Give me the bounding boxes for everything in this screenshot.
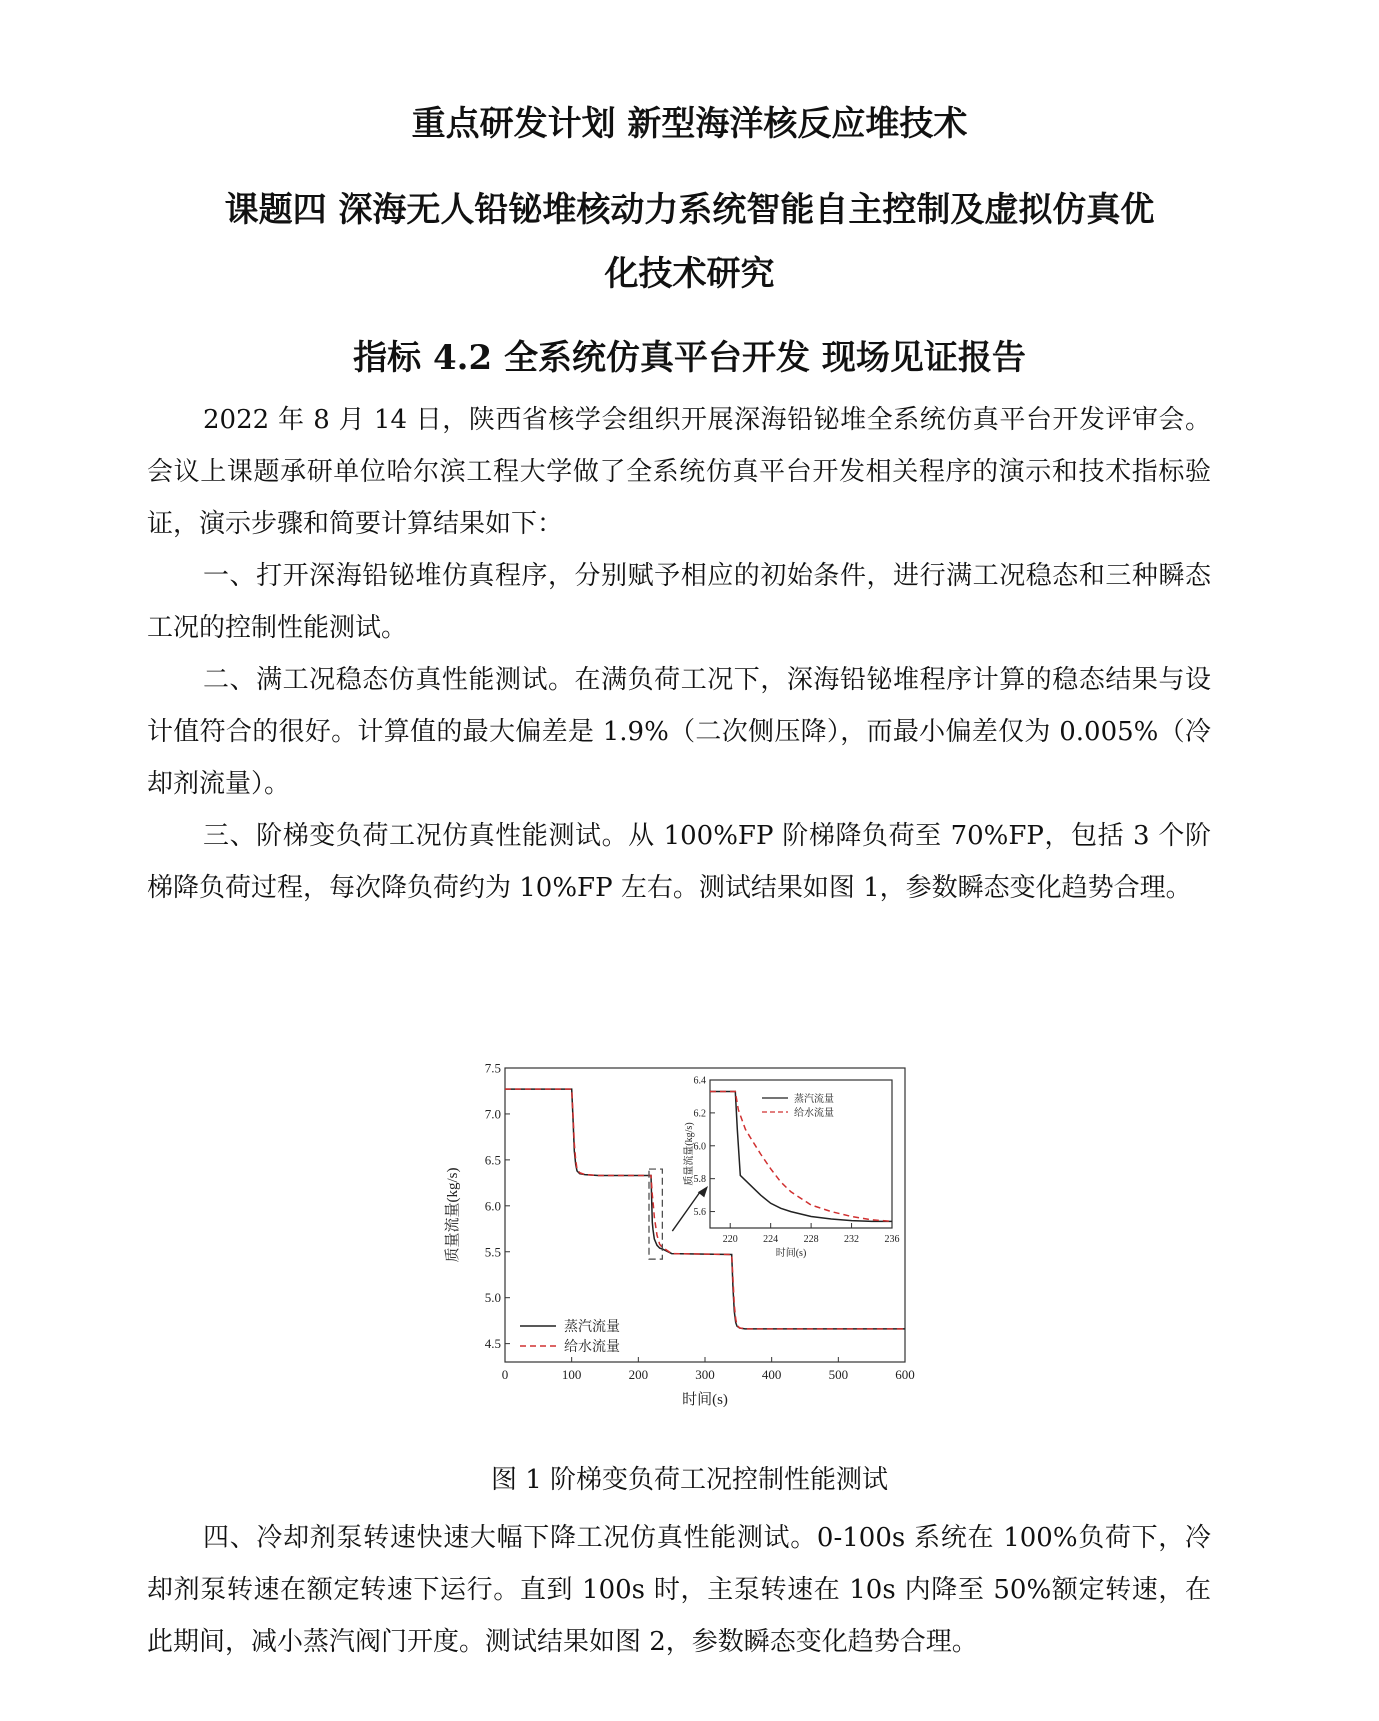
main-ytick-label: 6.0 [484, 1198, 501, 1214]
main-ytick-label: 7.5 [484, 1060, 501, 1076]
main-legend-label-1: 蒸汽流量 [564, 1320, 620, 1335]
inset-xtick-label: 220 [722, 1234, 738, 1245]
main-xaxis-label: 时间(s) [682, 1392, 728, 1408]
paragraph-2: 一、打开深海铅铋堆仿真程序，分别赋予相应的初始条件，进行满工况稳态和三种瞬态工况的控制性能测试。 [147, 561, 1211, 643]
inset-yaxis-label: 质量流量(kg/s) [684, 1122, 695, 1186]
inset-xaxis-label: 时间(s) [775, 1248, 807, 1259]
inset-xtick-label: 224 [763, 1234, 779, 1245]
doc-title-2a: 课题四 深海无人铅铋堆核动力系统智能自主控制及虚拟仿真优 [224, 190, 1155, 230]
main-ytick-label: 4.5 [484, 1336, 501, 1352]
main-xtick-label: 200 [628, 1367, 649, 1382]
main-yaxis-label: 质量流量(kg/s) [445, 1167, 461, 1263]
main-xtick-label: 500 [828, 1367, 849, 1382]
main-xtick-label: 100 [561, 1367, 582, 1382]
inset-ytick-label: 6.2 [693, 1108, 706, 1120]
main-xtick-label: 0 [501, 1367, 509, 1382]
main-xtick-label: 300 [695, 1367, 715, 1382]
inset-legend-label-2: 给水流量 [794, 1108, 834, 1119]
inset-xtick-label: 232 [844, 1234, 860, 1245]
inset-xtick-label: 228 [803, 1234, 819, 1245]
inset-ytick-label: 5.6 [693, 1207, 706, 1219]
inset-legend-label-1: 蒸汽流量 [794, 1094, 834, 1105]
paragraph-1: 2022 年 8 月 14 日，陕西省核学会组织开展深海铅铋堆全系统仿真平台开发评审会。会议上课题承研单位哈尔滨工程大学做了全系统仿真平台开发相关程序的演示和技术指标验证，演示步骤和简要计算结果如下： [147, 405, 1211, 539]
main-xtick-label: 600 [895, 1367, 915, 1382]
doc-title-2b: 化技术研究 [604, 254, 775, 294]
main-xtick-label: 400 [761, 1367, 782, 1382]
paragraph-5: 四、冷却剂泵转速快速大幅下降工况仿真性能测试。0-100s 系统在 100%负荷下，冷却剂泵转速在额定转速下运行。直到 100s 时，主泵转速在 10s 内降至 50%额定转速，在此期间，减小蒸汽阀门开度。测试结果如图 2，参数瞬态变化趋势合理。 [147, 1523, 1211, 1657]
main-ytick-label: 5.0 [484, 1290, 501, 1306]
doc-title-1: 重点研发计划 新型海洋核反应堆技术 [411, 104, 968, 144]
inset-ytick-label: 6.4 [693, 1075, 706, 1087]
inset-xtick-label: 236 [884, 1234, 900, 1245]
figure-caption: 图 1 阶梯变负荷工况控制性能测试 [490, 1465, 889, 1495]
step-load-chart [0, 1050, 1379, 1440]
paragraph-4: 三、阶梯变负荷工况仿真性能测试。从 100%FP 阶梯降负荷至 70%FP，包括 3 个阶梯降负荷过程，每次降负荷约为 10%FP 左右。测试结果如图 1，参数瞬态变化趋势合理。 [147, 821, 1211, 903]
paragraph-3: 二、满工况稳态仿真性能测试。在满负荷工况下，深海铅铋堆程序计算的稳态结果与设计值符合的很好。计算值的最大偏差是 1.9%（二次侧压降），而最小偏差仅为 0.005%（冷却剂流量）。 [147, 665, 1211, 799]
main-legend-label-2: 给水流量 [564, 1340, 620, 1355]
doc-title-3: 指标 4.2 全系统仿真平台开发 现场见证报告 [353, 338, 1026, 378]
inset-ytick-label: 6.0 [693, 1141, 706, 1153]
main-ytick-label: 6.5 [484, 1152, 501, 1168]
main-ytick-label: 5.5 [484, 1244, 501, 1260]
main-ytick-label: 7.0 [484, 1106, 501, 1122]
inset-ytick-label: 5.8 [693, 1174, 706, 1186]
